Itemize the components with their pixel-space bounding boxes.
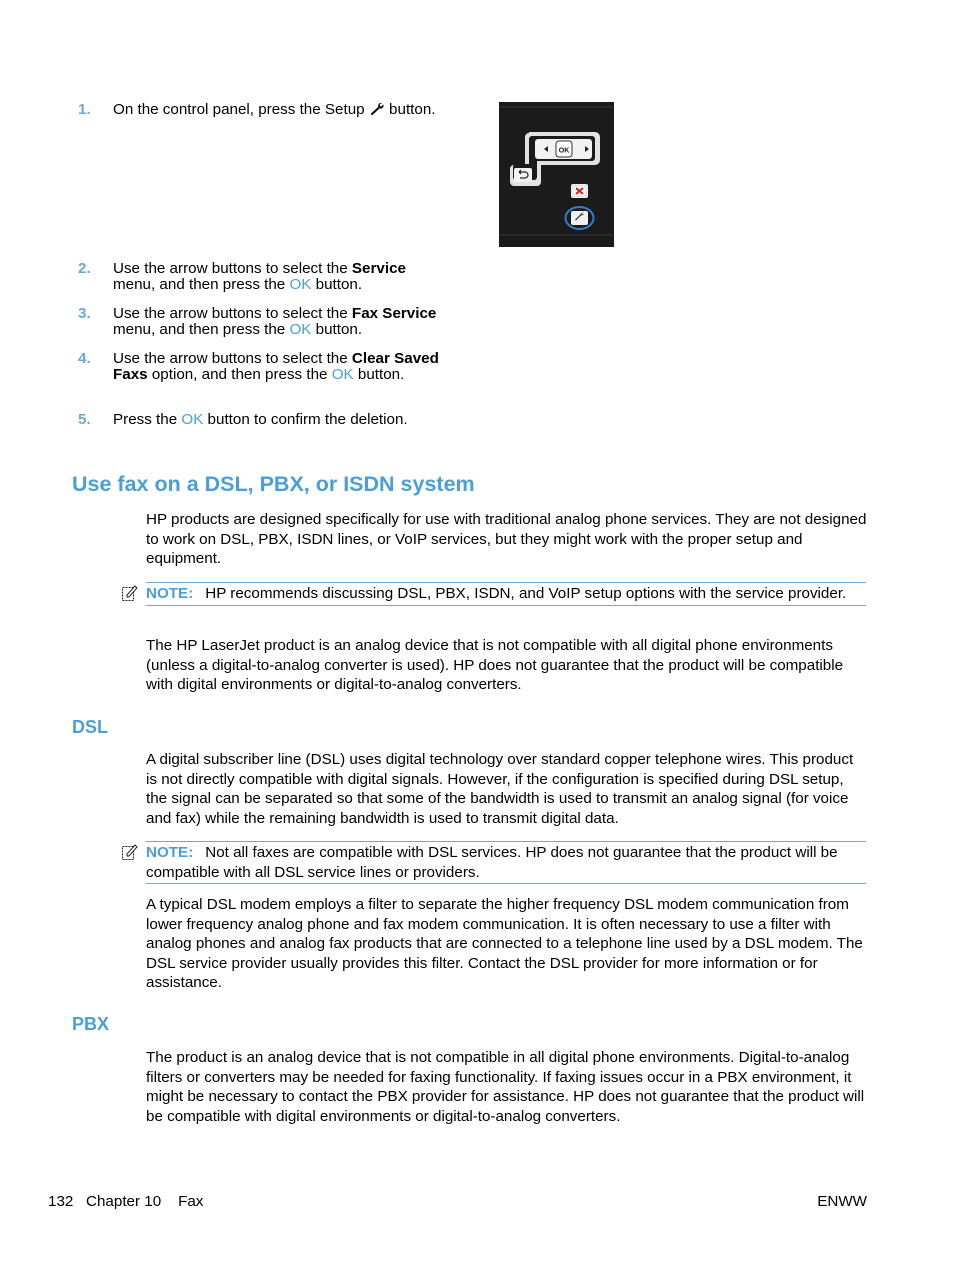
menu-name: Service (351, 260, 406, 277)
pbx-heading: PBX (72, 1014, 110, 1034)
step-text-part: option, and then press the (147, 366, 332, 383)
step-text-part: button. (384, 101, 436, 118)
note-label: NOTE: (146, 844, 194, 861)
step-text-part: button. (311, 321, 363, 338)
page-footer-left (48, 1193, 203, 1211)
step-text-part: menu, and then press the (113, 321, 290, 338)
note-icon (120, 843, 138, 861)
step-text-part: Use the arrow buttons to select the (113, 350, 352, 367)
page-number: 132 (48, 1193, 74, 1210)
step-text (113, 102, 448, 118)
note-text: Not all faxes are compatible with DSL services. HP does not guarantee that the product will be compatible with all DSL service lines or providers. (146, 844, 838, 881)
chapter-topic: Fax (178, 1193, 204, 1210)
step-text-part: Use the arrow buttons to select the (113, 260, 352, 277)
step-text-part: button to confirm the deletion. (203, 411, 408, 428)
step-number: 3. (78, 305, 91, 322)
step-number: 2. (78, 260, 91, 277)
chapter-label: Chapter 10 (86, 1193, 162, 1210)
dsl-heading: DSL (72, 717, 108, 737)
step-number: 4. (78, 350, 91, 367)
option-name: Clear Saved Faxs (113, 350, 439, 383)
step-number: 1. (78, 101, 91, 118)
ok-button-label: OK (558, 147, 570, 155)
note-text: HP recommends discussing DSL, PBX, ISDN, and VoIP setup options with the service provider. (205, 585, 847, 602)
page-footer-right: ENWW (817, 1193, 867, 1210)
ok-button-ref: OK (289, 276, 312, 293)
dsl-paragraph-2: A typical DSL modem employs a filter to separate the higher frequency DSL modem communication from lower frequency analog phone and fax modem communication. It is often necessary to use a filter with analog phones and analog fax products that are connected to a telephone line used by a DSL modem. The DSL service provider usually provides this filter. Contact the DSL provider for more information or for assistance. (146, 896, 863, 991)
step-text-part: On the control panel, press the Setup (113, 101, 369, 118)
step-text-part: button. (311, 276, 363, 293)
step-text (113, 261, 448, 293)
intro-paragraph: HP products are designed specifically for use with traditional analog phone services. They are not designed to work on DSL, PBX, ISDN lines, or VoIP services, but they might work with the proper setup and equipment. (146, 511, 867, 567)
step-number: 5. (78, 411, 91, 428)
step-text (113, 412, 448, 428)
step-text (113, 306, 448, 338)
wrench-icon (369, 102, 385, 116)
analog-paragraph: The HP LaserJet product is an analog device that is not compatible with all digital phone environments (unless a digital-to-analog converter is used). HP does not guarantee that the product will be compatible with digital environments or digital-to-analog converters. (146, 637, 844, 693)
step-text-part: Use the arrow buttons to select the (113, 305, 352, 322)
note-label: NOTE: (146, 585, 194, 602)
cancel-icon (571, 184, 588, 198)
ok-button-ref: OK (181, 411, 204, 428)
note-icon (120, 584, 138, 602)
note-box (146, 582, 866, 606)
ok-button-ref: OK (289, 321, 312, 338)
section-title: Use fax on a DSL, PBX, or ISDN system (72, 472, 475, 496)
step-text-part: button. (353, 366, 405, 383)
pbx-paragraph: The product is an analog device that is not compatible in all digital phone environments. Digital-to-analog filters or converters may be needed for faxing functionality. If faxing issues occur in a PBX environment, it might be necessary to contact the PBX provider for assistance. HP does not guarantee that the product will be compatible with digital environments or digital-to-analog converters. (146, 1049, 865, 1125)
control-panel-image (499, 102, 614, 247)
dsl-paragraph-1: A digital subscriber line (DSL) uses digital technology over standard copper telephone wires. This product is not directly compatible with digital signals. However, if the configuration is specified during DSL setup, the signal can be separated so that some of the bandwidth is used to transmit an analog signal (for voice and fax) while the remaining bandwidth is used to transmit digital data. (146, 751, 854, 827)
step-text-part: Press the (113, 411, 182, 428)
ok-button-ref: OK (331, 366, 354, 383)
note-box (146, 841, 866, 884)
menu-name: Fax Service (351, 305, 437, 322)
step-text-part: menu, and then press the (113, 276, 290, 293)
step-text (113, 351, 448, 383)
